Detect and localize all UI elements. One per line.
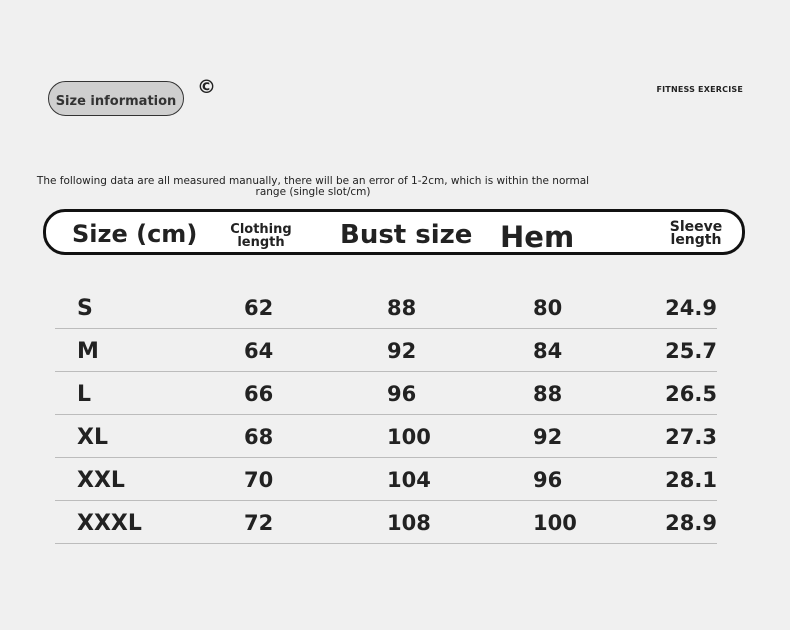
hem-cell: 80 bbox=[533, 296, 563, 320]
length-cell: 72 bbox=[244, 511, 274, 535]
size-cell: XL bbox=[77, 425, 108, 450]
table-row bbox=[55, 372, 717, 415]
sleeve-cell: 28.1 bbox=[665, 468, 717, 492]
sleeve-cell: 28.9 bbox=[665, 511, 717, 535]
table-row bbox=[55, 501, 717, 544]
table-row bbox=[55, 286, 717, 329]
table-row bbox=[55, 458, 717, 501]
header-bust-size: Bust size bbox=[340, 220, 473, 250]
bust-cell: 100 bbox=[387, 425, 431, 449]
bust-cell: 88 bbox=[387, 296, 417, 320]
header-clothing-length: Clothing length bbox=[230, 222, 292, 250]
length-cell: 62 bbox=[244, 296, 274, 320]
size-cell: XXL bbox=[77, 468, 125, 493]
size-cell: L bbox=[77, 382, 92, 407]
length-cell: 70 bbox=[244, 468, 274, 492]
table-row bbox=[55, 415, 717, 458]
size-cell: S bbox=[77, 296, 93, 321]
length-cell: 66 bbox=[244, 382, 274, 406]
sleeve-cell: 25.7 bbox=[665, 339, 717, 363]
header-sleeve-length: Sleeve length bbox=[669, 219, 723, 248]
copyright-icon: © bbox=[197, 76, 216, 98]
bust-cell: 104 bbox=[387, 468, 431, 492]
size-cell: M bbox=[77, 339, 99, 364]
table-row bbox=[55, 329, 717, 372]
header-hem: Hem bbox=[500, 220, 575, 254]
sleeve-cell: 24.9 bbox=[665, 296, 717, 320]
hem-cell: 88 bbox=[533, 382, 563, 406]
length-cell: 68 bbox=[244, 425, 274, 449]
size-cell: XXXL bbox=[77, 511, 142, 536]
hem-cell: 96 bbox=[533, 468, 563, 492]
brand-label: FITNESS EXERCISE bbox=[656, 85, 743, 94]
measurement-note: The following data are all measured manually, there will be an error of 1-2cm, which is within the normal range (single slot/cm) bbox=[36, 175, 590, 198]
bust-cell: 92 bbox=[387, 339, 417, 363]
size-information-tab[interactable]: Size information bbox=[48, 81, 184, 116]
header-size: Size (cm) bbox=[72, 220, 198, 248]
length-cell: 64 bbox=[244, 339, 274, 363]
bust-cell: 96 bbox=[387, 382, 417, 406]
sleeve-cell: 27.3 bbox=[665, 425, 717, 449]
sleeve-cell: 26.5 bbox=[665, 382, 717, 406]
hem-cell: 84 bbox=[533, 339, 563, 363]
hem-cell: 92 bbox=[533, 425, 563, 449]
hem-cell: 100 bbox=[533, 511, 577, 535]
bust-cell: 108 bbox=[387, 511, 431, 535]
